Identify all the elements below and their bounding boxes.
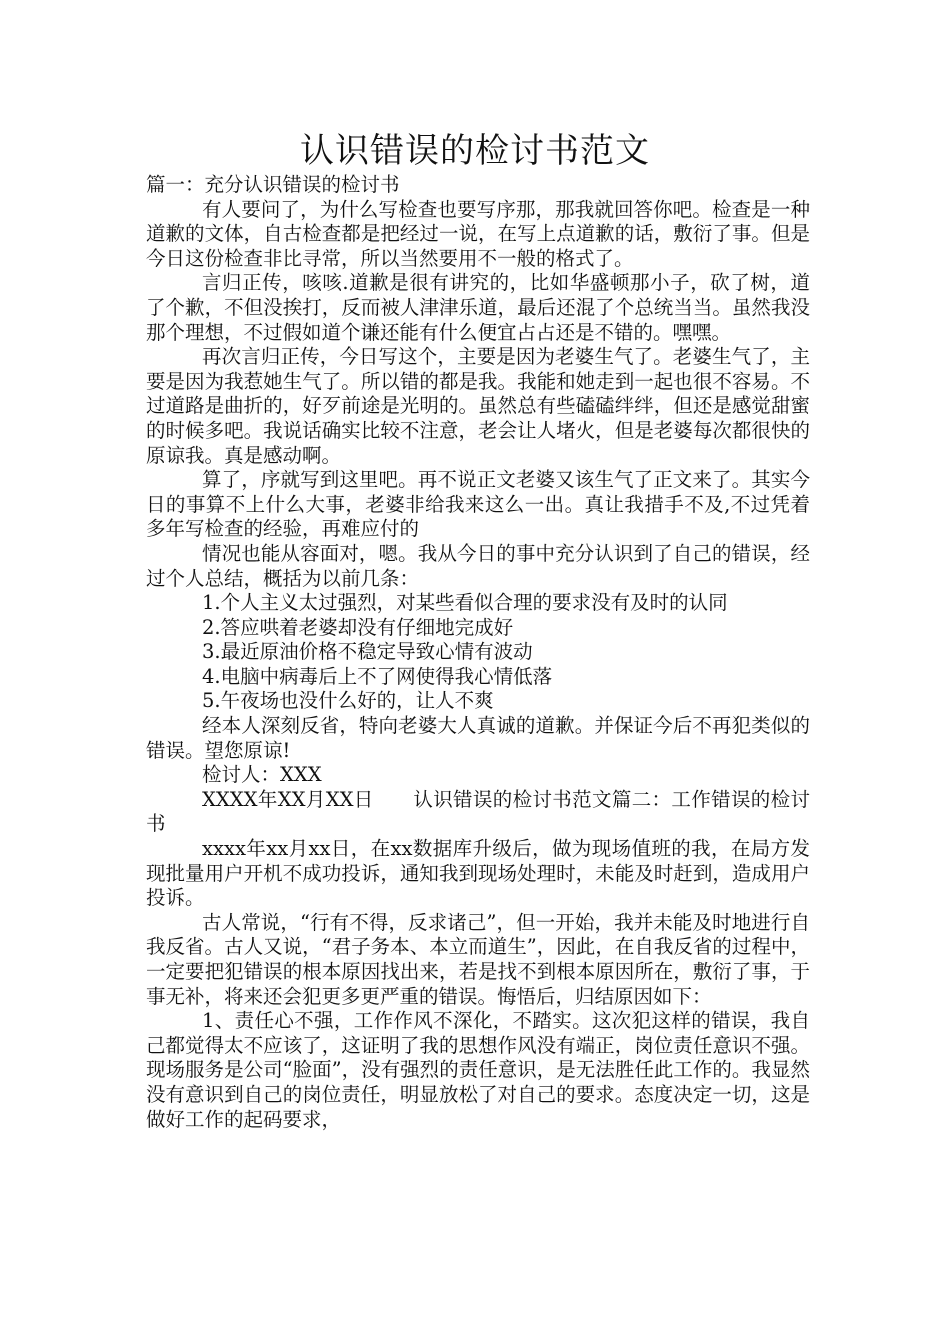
paragraph: 1、责任心不强，工作作风不深化，不踏实。这次犯这样的错误，我自己都觉得太不应该了，这证明了我的思想作风没有端正，岗位责任意识不强。现场服务是公司“脸面”，没有强烈的责任意识，是无法胜任此工作的。我显然没有意识到自己的岗位责任，明显放松了对自己的要求。态度决定一切，这是做好工作的起码要求， — [146, 1009, 810, 1131]
paragraph: 4.电脑中病毒后上不了网使得我心情低落 — [202, 664, 553, 688]
paragraph: 古人常说，“行有不得，反求诸己”，但一开始，我并未能及时地进行自我反省。古人又说，“君子务本、本立而道生”，因此，在自我反省的过程中，一定要把犯错误的根本原因找出来，若是找不到根本原因所在，敷衍了事，于事无补，将来还会犯更多更严重的错误。悔悟后，归结原因如下： — [146, 910, 810, 1008]
document-body — [146, 173, 810, 1132]
paragraph: 2.答应哄着老婆却没有仔细地完成好 — [202, 615, 514, 639]
paragraph: 篇一：充分认识错误的检讨书 — [146, 173, 400, 196]
paragraph: 检讨人：XXX — [202, 763, 322, 787]
paragraph: 再次言归正传，今日写这个，主要是因为老婆生气了。老婆生气了，主要是因为我惹她生气了。所以错的都是我。我能和她走到一起也很不容易。不过道路是曲折的，好歹前途是光明的。虽然总有些磕磕绊绊，但还是感觉甜蜜的时候多吧。我说话确实比较不注意，老会让人堵火，但是老婆每次都很快的原谅我。真是感动啊。 — [146, 345, 810, 467]
paragraph: 算了，序就写到这里吧。再不说正文老婆又该生气了正文来了。其实今日的事算不上什么大事，老婆非给我来这么一出。真让我措手不及,不过凭着多年写检查的经验，再难应付的 — [146, 468, 810, 541]
paragraph: 5.午夜场也没什么好的，让人不爽 — [202, 689, 494, 713]
paragraph: 3.最近原油价格不稳定导致心情有波动 — [202, 640, 533, 664]
paragraph: 1.个人主义太过强烈，对某些看似合理的要求没有及时的认同 — [202, 591, 728, 615]
document-title: 认识错误的检讨书范文 — [300, 131, 650, 171]
paragraph: XXXX年XX月XX日 认识错误的检讨书范文篇二：工作错误的检讨书 — [146, 787, 810, 836]
paragraph: xxxx年xx月xx日，在xx数据库升级后，做为现场值班的我，在局方发现批量用户开机不成功投诉，通知我到现场处理时，未能及时赶到，造成用户投诉。 — [146, 837, 810, 910]
paragraph: 经本人深刻反省，特向老婆大人真诚的道歉。并保证今后不再犯类似的错误。望您原谅! — [146, 714, 810, 762]
paragraph: 言归正传，咳咳.道歉是很有讲究的，比如华盛顿那小子，砍了树，道了个歉，不但没挨打，反而被人津津乐道，最后还混了个总统当当。虽然我没那个理想，不过假如道个谦还能有什么便宜占占还是不错的。嘿嘿。 — [146, 271, 810, 344]
paragraph: 有人要问了，为什么写检查也要写序那，那我就回答你吧。检查是一种道歉的文体，自古检查都是把经过一说，在写上点道歉的话，敷衍了事。但是今日这份检查非比寻常，所以当然要用不一般的格式了。 — [146, 197, 810, 270]
paragraph: 情况也能从容面对，嗯。我从今日的事中充分认识到了自己的错误，经过个人总结，概括为以前几条： — [146, 541, 810, 590]
